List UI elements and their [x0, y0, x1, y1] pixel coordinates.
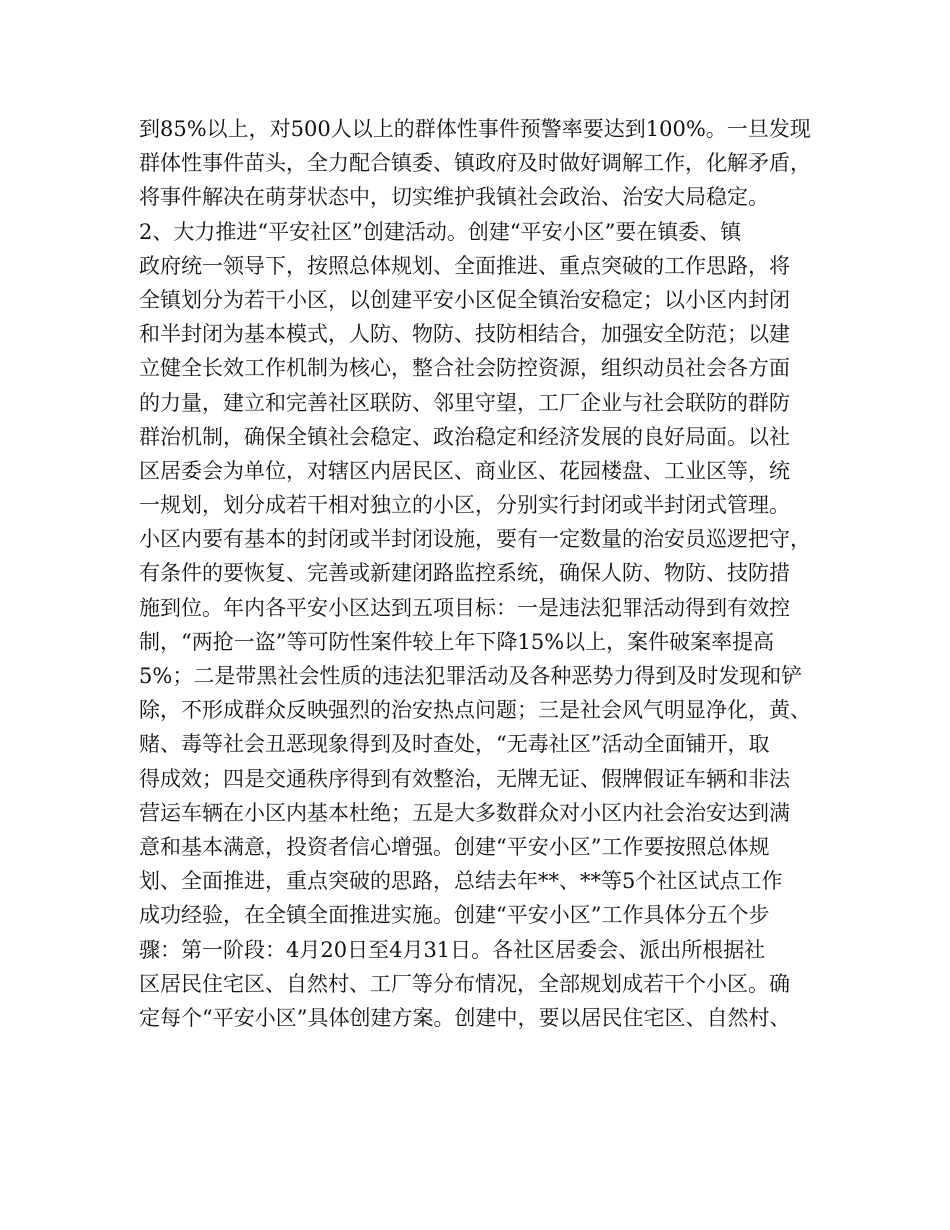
text-line: 和半封闭为基本模式，人防、物防、技防相结合，加强安全防范；以建 [139, 322, 790, 347]
text-line: 到85%以上，对500人以上的群体性事件预警率要达到100%。一旦发现 [139, 117, 811, 141]
text-line: 小区内要有基本的封闭或半封闭设施，要有一定数量的治安员巡逻把守， [139, 527, 811, 552]
text-line: 2、大力推进“平安社区”创建活动。创建“平安小区”要在镇委、镇 [139, 219, 742, 244]
body-text [139, 112, 839, 1035]
text-line: 一规划，划分成若干相对独立的小区，分别实行封闭或半封闭式管理。 [139, 493, 790, 518]
text-line: 赌、毒等社会丑恶现象得到及时查处，“无毒社区”活动全面铺开，取 [139, 732, 770, 757]
text-line: 的力量，建立和完善社区联防、邻里守望，工厂企业与社会联防的群防 [139, 390, 790, 415]
text-line: 成功经验，在全镇全面推进实施。创建“平安小区”工作具体分五个步 [139, 903, 770, 928]
text-line: 将事件解决在萌芽状态中，切实维护我镇社会政治、治安大局稳定。 [139, 185, 769, 210]
text-line: 区居民住宅区、自然村、工厂等分布情况，全部规划成若干个小区。确 [139, 971, 790, 996]
text-line: 定每个“平安小区”具体创建方案。创建中，要以居民住宅区、自然村、 [139, 1005, 791, 1030]
text-line: 制，“两抢一盗”等可防性案件较上年下降15%以上，案件破案率提高 [139, 629, 775, 654]
text-line: 得成效；四是交通秩序得到有效整治，无牌无证、假牌假证车辆和非法 [139, 766, 790, 791]
text-line: 营运车辆在小区内基本杜绝；五是大多数群众对小区内社会治安达到满 [139, 800, 790, 825]
text-line: 立健全长效工作机制为核心，整合社会防控资源，组织动员社会各方面 [139, 356, 790, 381]
text-line: 有条件的要恢复、完善或新建闭路监控系统，确保人防、物防、技防措 [139, 561, 790, 586]
text-line: 全镇划分为若干小区，以创建平安小区促全镇治安稳定；以小区内封闭 [139, 287, 790, 312]
text-line: 意和基本满意，投资者信心增强。创建“平安小区”工作要按照总体规 [139, 834, 770, 859]
text-line: 政府统一领导下，按照总体规划、全面推进、重点突破的工作思路，将 [139, 253, 790, 278]
text-line: 5%；二是带黑社会性质的违法犯罪活动及各种恶势力得到及时发现和铲 [139, 664, 803, 688]
text-line: 区居委会为单位，对辖区内居民区、商业区、花园楼盘、工业区等，统 [139, 458, 790, 483]
text-line: 群体性事件苗头，全力配合镇委、镇政府及时做好调解工作，化解矛盾， [139, 151, 811, 176]
text-line: 骤：第一阶段：4月20日至4月31日。各社区居委会、派出所根据社 [139, 937, 766, 962]
text-line: 划、全面推进，重点突破的思路，总结去年**、**等5个社区试点工作 [139, 869, 783, 894]
text-line: 施到位。年内各平安小区达到五项目标：一是违法犯罪活动得到有效控 [139, 595, 790, 620]
text-line: 除，不形成群众反映强烈的治安热点问题；三是社会风气明显净化，黄、 [139, 698, 811, 723]
text-line: 群治机制，确保全镇社会稳定、政治稳定和经济发展的良好局面。以社 [139, 424, 790, 449]
